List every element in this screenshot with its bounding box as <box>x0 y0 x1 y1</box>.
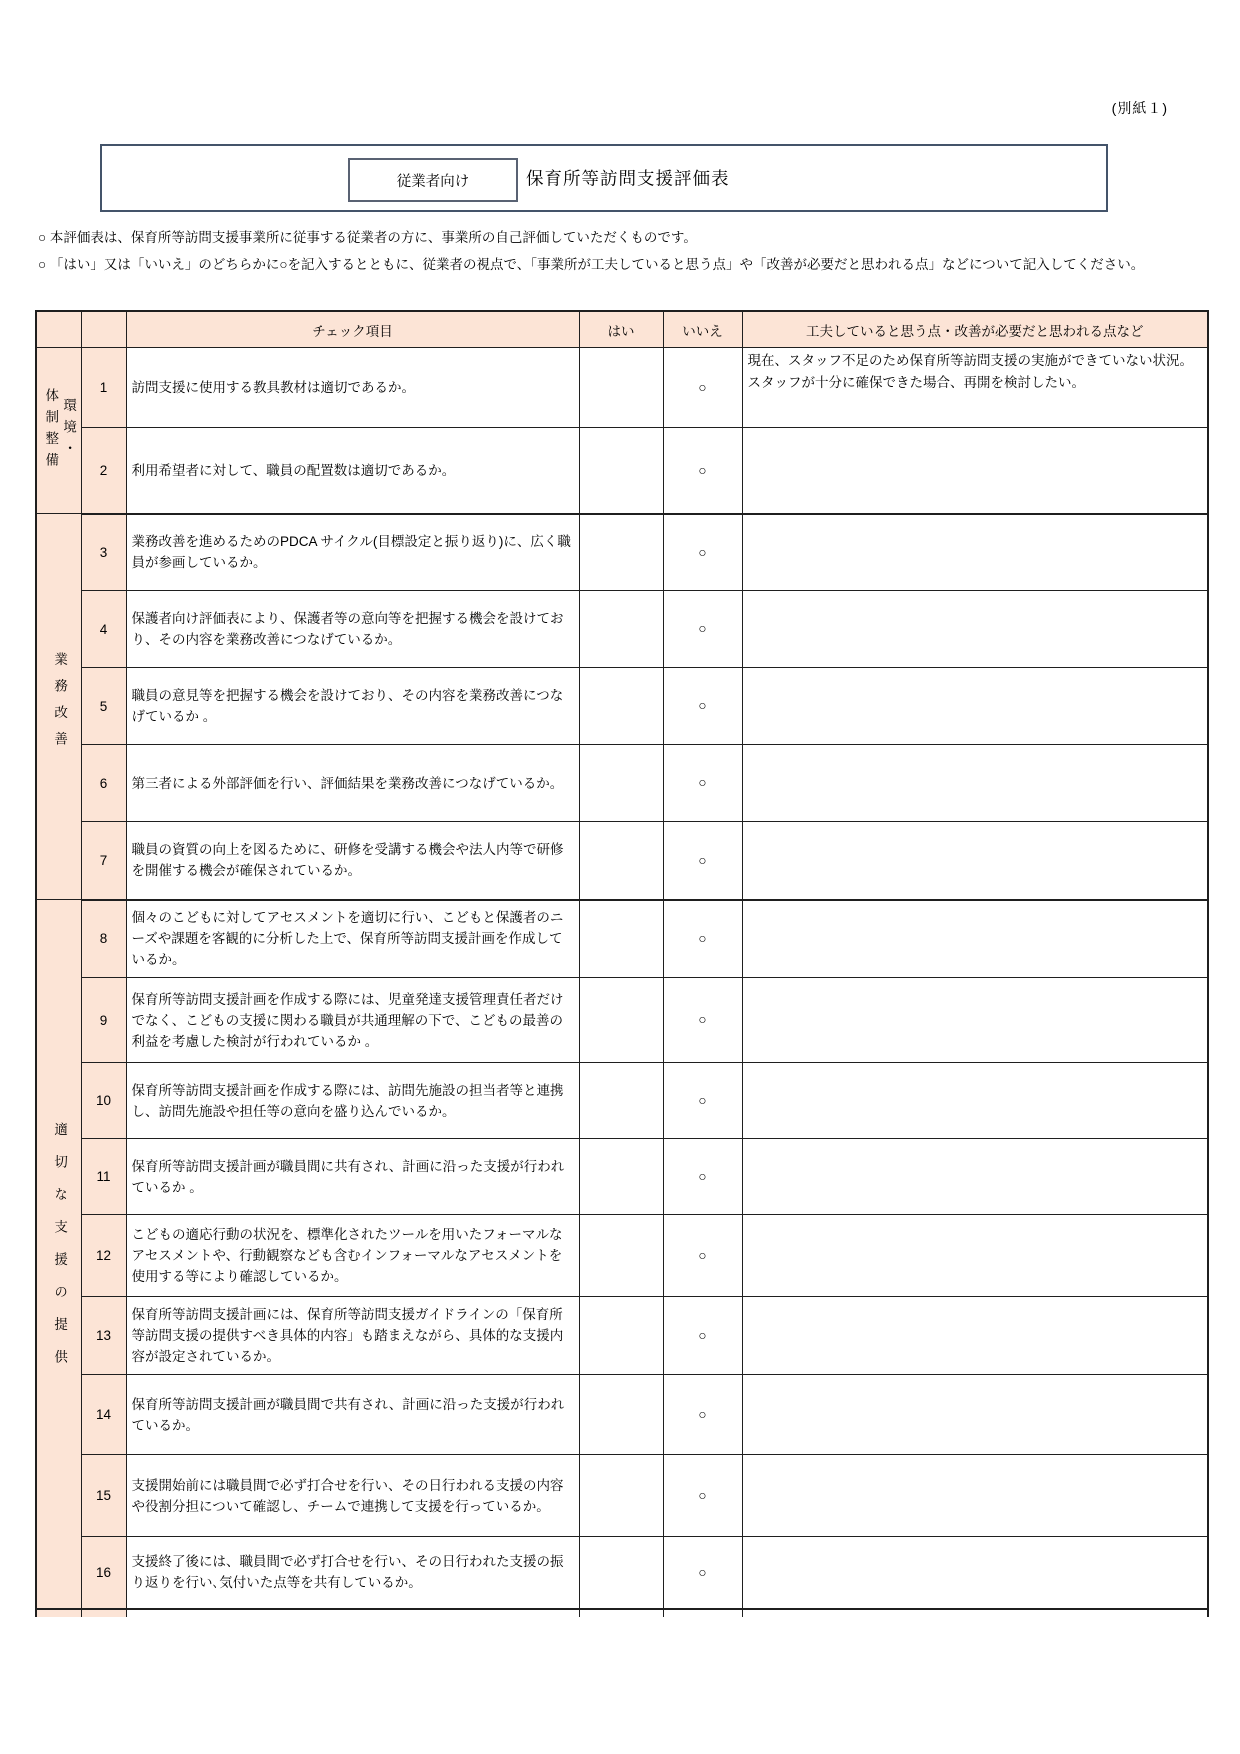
check-item-text: 支援終了後には、職員間で必ず打合せを行い、その日行われた支援の振り返りを行い､気付いた点等を共有しているか。 <box>126 1537 579 1609</box>
comment-cell: 現在、スタッフ不足のため保育所等訪問支援の実施ができていない状況。スタッフが十分に確保できた場合、再開を検討したい。 <box>742 348 1208 428</box>
check-item-text: 保育所等訪問支援計画を作成する際には、児童発達支援管理責任者だけでなく、こどもの支援に関わる職員が共通理解の下で、こどもの最善の利益を考慮した検討が行われているか 。 <box>126 978 579 1063</box>
yes-answer-cell <box>579 822 663 900</box>
category-label-work-improvement: 業務改善 <box>52 652 68 758</box>
header-row <box>36 311 1208 348</box>
document-title: 保育所等訪問支援評価表 <box>526 168 730 189</box>
row-number: 16 <box>81 1537 126 1609</box>
table-row-5 <box>36 668 1208 745</box>
yes-answer-cell <box>579 1375 663 1455</box>
no-answer-cell: ○ <box>663 1215 742 1297</box>
attachment-label: (別紙１) <box>1111 100 1168 116</box>
category-label-appropriate-support: 適切な支援の提供 <box>52 1122 68 1383</box>
table-row-4 <box>36 591 1208 668</box>
table-row-9 <box>36 978 1208 1063</box>
no-answer-cell: ○ <box>663 745 742 822</box>
yes-answer-cell <box>579 745 663 822</box>
table-row-12 <box>36 1215 1208 1297</box>
comment-cell <box>742 1139 1208 1215</box>
row-number: 13 <box>81 1297 126 1375</box>
row-number: 10 <box>81 1063 126 1139</box>
table-row-7 <box>36 822 1208 900</box>
check-item-text: 支援開始前には職員間で必ず打合せを行い、その日行われる支援の内容や役割分担について確認し、チームで連携して支援を行っているか。 <box>126 1455 579 1537</box>
comment-cell <box>742 1537 1208 1609</box>
no-answer-cell: ○ <box>663 1375 742 1455</box>
row-number: 8 <box>81 900 126 978</box>
comment-cell <box>742 745 1208 822</box>
yes-answer-cell <box>579 1063 663 1139</box>
no-answer-cell: ○ <box>663 348 742 428</box>
no-answer-cell: ○ <box>663 514 742 591</box>
yes-answer-cell <box>579 1537 663 1609</box>
no-answer-cell: ○ <box>663 591 742 668</box>
category-cell-environment-system <box>36 348 81 514</box>
no-answer-cell: ○ <box>663 668 742 745</box>
yes-answer-cell <box>579 1215 663 1297</box>
header-number <box>81 311 126 348</box>
cutoff-category-cell <box>36 1609 81 1617</box>
comment-cell <box>742 1215 1208 1297</box>
row-number: 2 <box>81 428 126 514</box>
intro-paragraph-1: ○ 本評価表は、保育所等訪問支援事業所に従事する従業者の方に、事業所の自己評価していただくものです。 <box>38 229 697 245</box>
comment-cell <box>742 1455 1208 1537</box>
row-number: 6 <box>81 745 126 822</box>
comment-cell <box>742 1297 1208 1375</box>
check-item-text: 保護者向け評価表により、保護者等の意向等を把握する機会を設けており、その内容を業務改善につなげているか。 <box>126 591 579 668</box>
comment-cell <box>742 514 1208 591</box>
comment-cell <box>742 1375 1208 1455</box>
evaluation-table <box>35 310 1209 1617</box>
comment-cell <box>742 900 1208 978</box>
row-number: 4 <box>81 591 126 668</box>
check-item-text: こどもの適応行動の状況を、標準化されたツールを用いたフォーマルなアセスメントや、行動観察なども含むインフォーマルなアセスメントを使用する等により確認しているか。 <box>126 1215 579 1297</box>
comment-cell <box>742 978 1208 1063</box>
check-item-text: 保育所等訪問支援計画が職員間で共有され、計画に沿った支援が行われているか。 <box>126 1375 579 1455</box>
no-answer-cell: ○ <box>663 978 742 1063</box>
check-item-text: 第三者による外部評価を行い、評価結果を業務改善につなげているか。 <box>126 745 579 822</box>
check-item-text: 個々のこどもに対してアセスメントを適切に行い、こどもと保護者のニーズや課題を客観的に分析した上で、保育所等訪問支援計画を作成しているか。 <box>126 900 579 978</box>
category-cell-work-improvement <box>36 514 81 900</box>
table-row-10 <box>36 1063 1208 1139</box>
row-number: 7 <box>81 822 126 900</box>
check-item-text: 職員の資質の向上を図るために、研修を受講する機会や法人内等で研修を開催する機会が確保されているか。 <box>126 822 579 900</box>
yes-answer-cell <box>579 1297 663 1375</box>
table-row-16 <box>36 1537 1208 1609</box>
no-answer-cell: ○ <box>663 1455 742 1537</box>
header-check-item: チェック項目 <box>126 311 579 348</box>
table-row-13 <box>36 1297 1208 1375</box>
title-box <box>100 144 1108 212</box>
cutoff-no-cell <box>663 1609 742 1617</box>
no-answer-cell: ○ <box>663 900 742 978</box>
yes-answer-cell <box>579 1139 663 1215</box>
cutoff-comment-cell <box>742 1609 1208 1617</box>
no-answer-cell: ○ <box>663 1297 742 1375</box>
check-item-text: 職員の意見等を把握する機会を設けており、その内容を業務改善につなげているか 。 <box>126 668 579 745</box>
yes-answer-cell <box>579 668 663 745</box>
row-number: 15 <box>81 1455 126 1537</box>
header-yes: はい <box>579 311 663 348</box>
comment-cell <box>742 591 1208 668</box>
yes-answer-cell <box>579 900 663 978</box>
table-row-3 <box>36 514 1208 591</box>
no-answer-cell: ○ <box>663 428 742 514</box>
yes-answer-cell <box>579 348 663 428</box>
category-label-environment-system: 体制整備 環境・ <box>43 387 77 474</box>
row-number: 14 <box>81 1375 126 1455</box>
yes-answer-cell <box>579 978 663 1063</box>
audience-badge: 従業者向け <box>348 158 518 202</box>
table-row-11 <box>36 1139 1208 1215</box>
row-number: 5 <box>81 668 126 745</box>
comment-cell <box>742 1063 1208 1139</box>
check-item-text: 保育所等訪問支援計画が職員間に共有され、計画に沿った支援が行われているか 。 <box>126 1139 579 1215</box>
comment-cell <box>742 822 1208 900</box>
no-answer-cell: ○ <box>663 1063 742 1139</box>
check-item-text: 保育所等訪問支援計画を作成する際には、訪問先施設の担当者等と連携し、訪問先施設や担任等の意向を盛り込んでいるか。 <box>126 1063 579 1139</box>
check-item-text: 業務改善を進めるためのPDCA サイクル(目標設定と振り返り)に、広く職員が参画しているか。 <box>126 514 579 591</box>
row-number: 9 <box>81 978 126 1063</box>
table-row-6 <box>36 745 1208 822</box>
header-category <box>36 311 81 348</box>
row-number: 12 <box>81 1215 126 1297</box>
cutoff-yes-cell <box>579 1609 663 1617</box>
check-item-text: 利用希望者に対して、職員の配置数は適切であるか。 <box>126 428 579 514</box>
cutoff-item-cell <box>126 1609 579 1617</box>
check-item-text: 保育所等訪問支援計画には、保育所等訪問支援ガイドラインの「保育所等訪問支援の提供すべき具体的内容」も踏まえながら、具体的な支援内容が設定されているか。 <box>126 1297 579 1375</box>
no-answer-cell: ○ <box>663 1537 742 1609</box>
comment-cell <box>742 668 1208 745</box>
cutoff-number-cell <box>81 1609 126 1617</box>
header-no: いいえ <box>663 311 742 348</box>
yes-answer-cell <box>579 514 663 591</box>
page-cut-table-continuation <box>36 1609 1208 1617</box>
category-cell-appropriate-support <box>36 900 81 1609</box>
table-row-8 <box>36 900 1208 978</box>
yes-answer-cell <box>579 591 663 668</box>
yes-answer-cell <box>579 428 663 514</box>
table-row-1 <box>36 348 1208 428</box>
intro-paragraph-2: ○ 「はい」又は「いいえ」のどちらかに○を記入するとともに、従業者の視点で、「事業所が工夫していると思う点」や「改善が必要だと思われる点」などについて記入してください。 <box>38 256 1145 272</box>
row-number: 11 <box>81 1139 126 1215</box>
no-answer-cell: ○ <box>663 822 742 900</box>
table-row-14 <box>36 1375 1208 1455</box>
table-row-2 <box>36 428 1208 514</box>
comment-cell <box>742 428 1208 514</box>
yes-answer-cell <box>579 1455 663 1537</box>
row-number: 3 <box>81 514 126 591</box>
no-answer-cell: ○ <box>663 1139 742 1215</box>
header-comment: 工夫していると思う点・改善が必要だと思われる点など <box>742 311 1208 348</box>
row-number: 1 <box>81 348 126 428</box>
check-item-text: 訪問支援に使用する教具教材は適切であるか。 <box>126 348 579 428</box>
table-row-15 <box>36 1455 1208 1537</box>
